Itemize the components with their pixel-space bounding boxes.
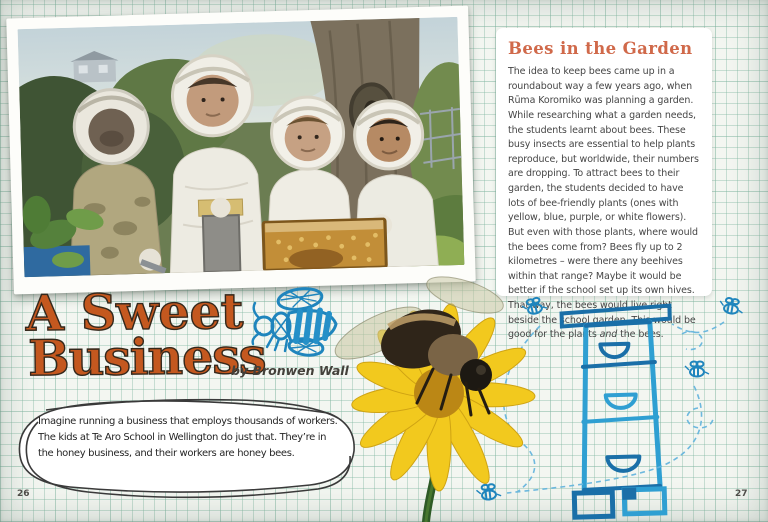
intro-line-1: Imagine running a business that employs thousands of workers. xyxy=(38,416,338,427)
article-title xyxy=(25,281,266,388)
article-body-end: the bees. xyxy=(617,329,664,341)
article-body-text: The idea to keep bees came up in a roundabout way a few years ago, when Rūma Koromiko was planning a garden. While researching what a garden needs, the students learnt about bees. These busy insects are essential to help plants reproduce, but worldwide, their numbers are dropping. To attract bees to their garden, the students decided to have lots of bee-friendly plants (ones with yellow, blue, purple, or white flowers). But even with those plants, where would the bees come from? Bees fly up to 2 kilometres – were there any beehives within that range? Maybe it would be better if the school set up its own hives. That way, the bees would live right beside the school garden. This would be good for the plants xyxy=(508,66,699,341)
title-line-1: A Sweet xyxy=(25,281,244,343)
intro-text xyxy=(38,414,337,463)
article-heading: Bees in the Garden xyxy=(508,39,693,58)
article-body-italic-word: and xyxy=(599,329,618,341)
page-number-right: 27 xyxy=(735,489,748,499)
intro-line-2: The kids at Te Aro School in Wellington do just that. They’re in xyxy=(38,432,327,444)
intro-line-3: the honey business, and their workers are honey bees. xyxy=(38,448,295,460)
title-line-2: Business xyxy=(27,326,266,388)
byline: by Bronwen Wall xyxy=(231,363,349,378)
students-beekeeping-photo xyxy=(18,17,465,277)
bee-doodle-icon xyxy=(248,286,340,358)
student-2 xyxy=(164,54,264,273)
bee-on-flower-photo xyxy=(333,243,545,522)
page-number-left: 26 xyxy=(17,489,30,499)
